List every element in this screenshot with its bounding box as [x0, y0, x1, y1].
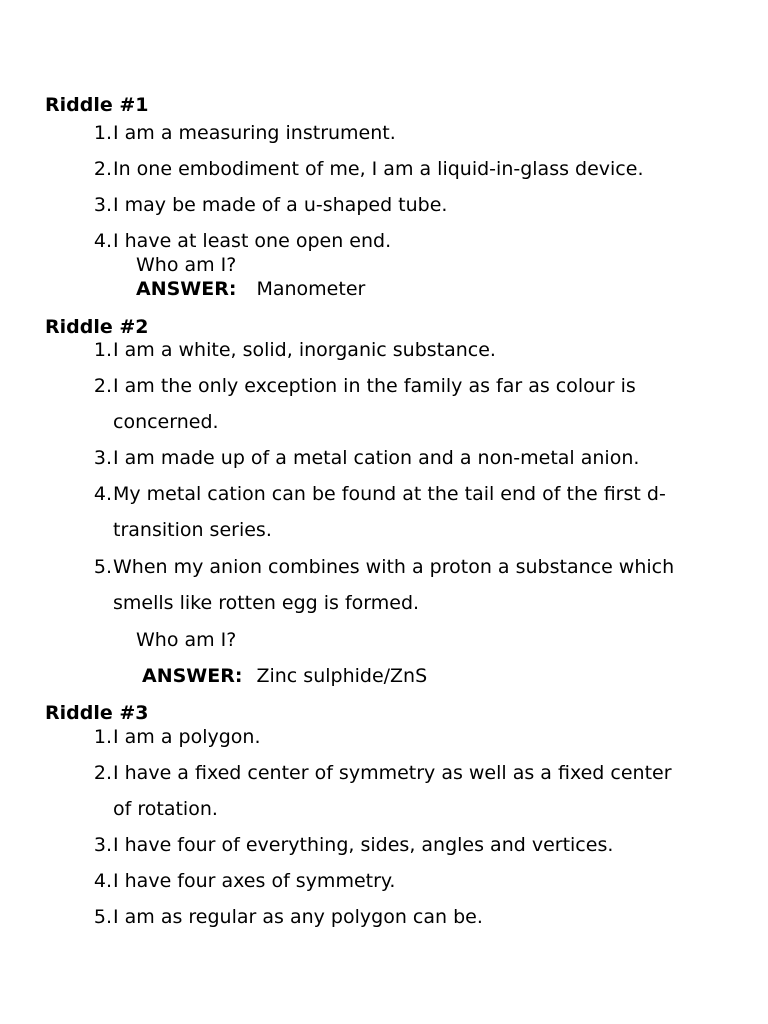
riddle-1-item-2: [88, 151, 688, 187]
riddle-1-question: Who am I?: [136, 254, 237, 276]
riddle-3-heading: Riddle #3: [45, 702, 149, 724]
riddle-1-heading: Riddle #1: [45, 94, 149, 116]
item-number: 3.: [93, 834, 112, 856]
riddle-2-answer-line: [142, 665, 427, 687]
riddle-3-item-3: [88, 827, 688, 863]
item-text: I have four of everything, sides, angles and vertices.: [113, 834, 614, 856]
item-text: I am as regular as any polygon can be.: [113, 906, 483, 928]
item-text: I have four axes of symmetry.: [113, 870, 396, 892]
riddle-1-item-3: [88, 187, 688, 223]
answer-value: Manometer: [256, 278, 366, 300]
item-text: My metal cation can be found at the tail end of the first d-transition series.: [113, 483, 666, 541]
answer-value: Zinc sulphide/ZnS: [256, 665, 428, 687]
item-number: 2.: [93, 158, 112, 180]
item-number: 5.: [93, 906, 112, 928]
item-number: 5.: [93, 556, 112, 578]
item-number: 4.: [93, 870, 112, 892]
item-text: I am a polygon.: [113, 726, 261, 748]
riddle-2-item-3: [88, 440, 688, 476]
item-number: 4.: [93, 483, 112, 505]
riddle-2-question: Who am I?: [136, 629, 237, 651]
item-text: I may be made of a u-shaped tube.: [113, 194, 448, 216]
answer-label: ANSWER:: [142, 665, 243, 687]
item-number: 1.: [93, 339, 112, 361]
item-text: When my anion combines with a proton a substance which smells like rotten egg is formed.: [113, 556, 675, 614]
item-text: I am the only exception in the family as far as colour is concerned.: [113, 375, 636, 433]
item-text: In one embodiment of me, I am a liquid-in-glass device.: [113, 158, 644, 180]
answer-label: ANSWER:: [136, 278, 237, 300]
riddle-2-item-5: [88, 549, 688, 621]
item-text: I have at least one open end.: [113, 230, 392, 252]
riddle-3-item-1: [88, 719, 688, 755]
item-number: 2.: [93, 762, 112, 784]
item-text: I am made up of a metal cation and a non-metal anion.: [113, 447, 640, 469]
riddle-2-heading: Riddle #2: [45, 316, 149, 338]
item-number: 3.: [93, 447, 112, 469]
riddle-3-item-5: [88, 899, 688, 935]
riddle-1-item-1: [88, 115, 688, 151]
item-text: I have a fixed center of symmetry as well as a fixed center of rotation.: [113, 762, 672, 820]
item-text: I am a measuring instrument.: [113, 122, 396, 144]
item-number: 4.: [93, 230, 112, 252]
riddle-3-item-2: [88, 755, 688, 827]
riddle-3-item-4: [88, 863, 688, 899]
riddle-2-item-1: [88, 332, 688, 368]
item-number: 1.: [93, 122, 112, 144]
riddle-1-answer-line: [136, 278, 365, 300]
item-number: 1.: [93, 726, 112, 748]
item-text: I am a white, solid, inorganic substance.: [113, 339, 496, 361]
item-number: 2.: [93, 375, 112, 397]
riddle-2-item-2: [88, 368, 688, 440]
item-number: 3.: [93, 194, 112, 216]
riddle-2-item-4: [88, 476, 688, 548]
